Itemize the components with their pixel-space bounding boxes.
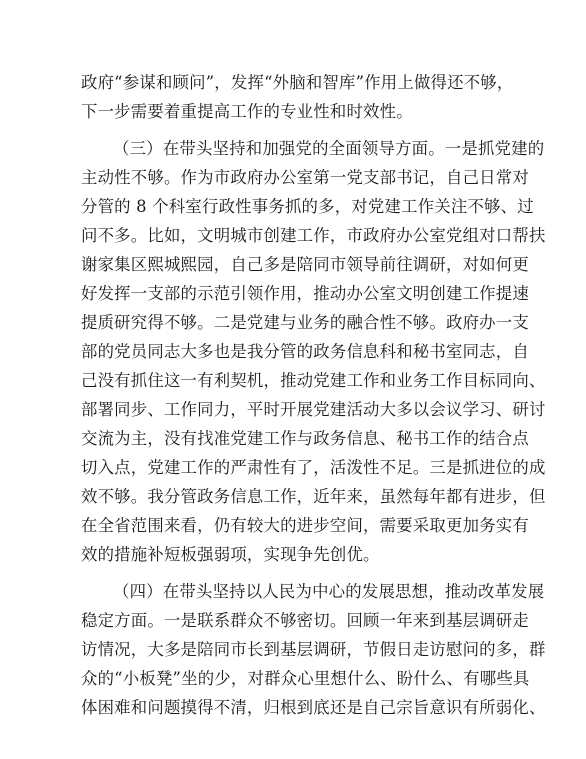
paragraph-3 (81, 577, 546, 722)
text-line: 众的“小板凳”坐的少，对群众心里想什么、盼什么、有哪些具 (81, 669, 530, 688)
text-line: 问不多。比如，文明城市创建工作，市政府办公室党组对口帮扶 (81, 226, 546, 245)
text-line: （三）在带头坚持和加强党的全面领导方面。一是抓党建的 (113, 139, 545, 158)
paragraph-2 (81, 134, 546, 569)
text-line: 效不够。我分管政务信息工作，近年来，虽然每年都有进步，但 (81, 487, 546, 506)
text-line: 部署同步、工作同力，平时开展党建活动大多以会议学习、研讨 (81, 400, 546, 419)
text-line: 谢家集区熙城熙园，自己多是陪同市领导前往调研，对如何更 (81, 255, 529, 274)
text-line: 主动性不够。作为市政府办公室第一党支部书记，自己日常对 (81, 168, 529, 187)
text-line: 分管的 8 个科室行政性事务抓的多，对党建工作关注不够、过 (81, 197, 534, 216)
text-line: 访情况，大多是陪同市长到基层调研，节假日走访慰问的多，群 (81, 640, 546, 659)
paragraph-1 (81, 68, 514, 126)
text-line: 体困难和问题摸得不清，归根到底还是自己宗旨意识有所弱化、 (81, 698, 546, 717)
text-line: 切入点，党建工作的严肃性有了，活泼性不足。三是抓进位的成 (81, 458, 546, 477)
text-line: 稳定方面。一是联系群众不够密切。回顾一年来到基层调研走 (81, 611, 529, 630)
text-line: 下一步需要着重提高工作的专业性和时效性。 (81, 102, 413, 121)
text-line: 部的党员同志大多也是我分管的政务信息科和秘书室同志，自 (81, 342, 529, 361)
text-line: 交流为主，没有找准党建工作与政务信息、秘书工作的结合点 (81, 429, 529, 448)
text-line: 政府“参谋和顾问”，发挥“外脑和智库”作用上做得还不够， (81, 73, 514, 92)
text-line: （四）在带头坚持以人民为中心的发展思想，推动改革发展 (113, 582, 545, 601)
text-line: 好发挥一支部的示范引领作用，推动办公室文明创建工作提速 (81, 284, 529, 303)
text-line: 提质研究得不够。二是党建与业务的融合性不够。政府办一支 (81, 313, 529, 332)
text-line: 效的措施补短板强弱项，实现争先创优。 (81, 545, 380, 564)
text-line: 己没有抓住这一有利契机，推动党建工作和业务工作目标同向、 (81, 371, 546, 390)
document-page (81, 68, 546, 730)
text-line: 在全省范围来看，仍有较大的进步空间，需要采取更加务实有 (81, 516, 529, 535)
